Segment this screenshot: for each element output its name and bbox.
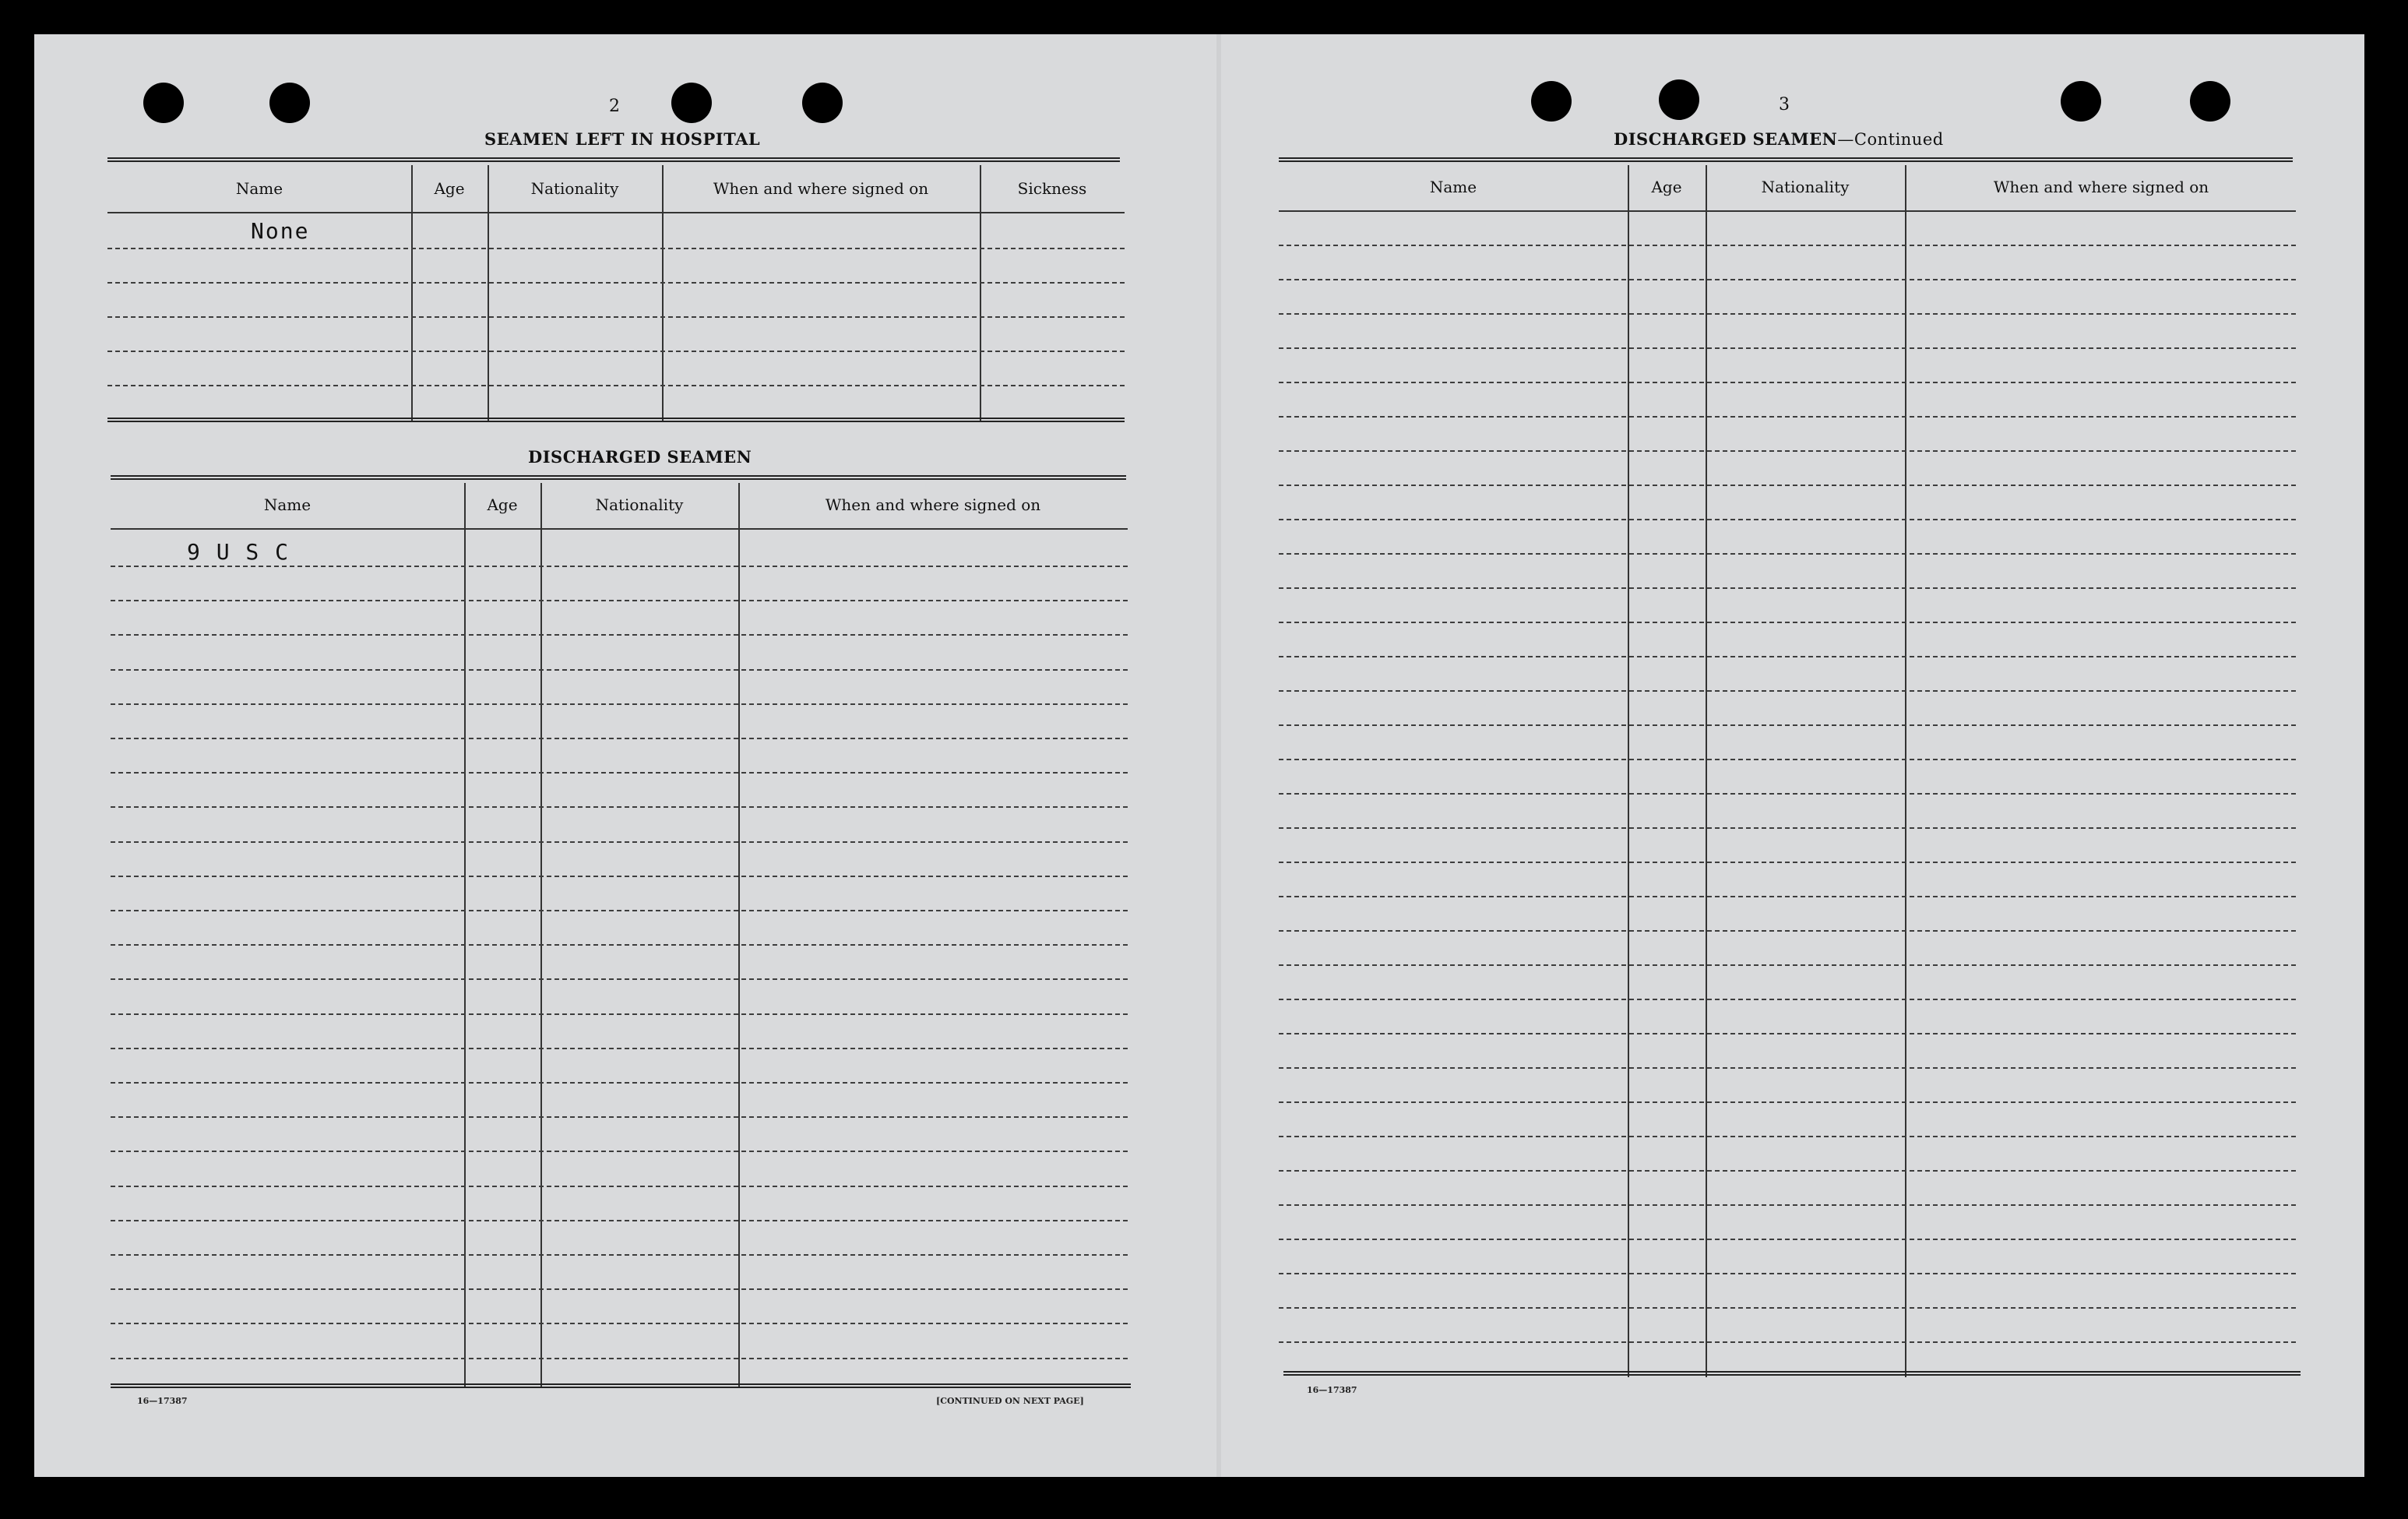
hospital-bottom-rule — [107, 418, 1125, 422]
table-row — [1279, 1273, 2296, 1274]
right-header-rule — [1279, 210, 2296, 212]
punch-hole — [2190, 81, 2230, 122]
punch-hole — [671, 83, 712, 123]
table-row — [1279, 964, 2296, 966]
table-row — [111, 772, 1128, 774]
table-row — [1279, 1204, 2296, 1206]
table-row — [1279, 1136, 2296, 1137]
punch-hole — [2061, 81, 2101, 122]
form-number: 16—17387 — [137, 1396, 188, 1406]
hospital-col-age: Age — [434, 179, 465, 198]
right-col-age: Age — [1651, 178, 1682, 196]
table-row — [107, 316, 1125, 318]
table-row — [111, 910, 1128, 911]
table-row — [111, 566, 1128, 567]
table-row — [1279, 245, 2296, 246]
table-row — [111, 1358, 1128, 1359]
table-row — [107, 248, 1125, 249]
table-row — [1279, 622, 2296, 623]
right-bottom-rule — [1283, 1371, 2301, 1376]
table-row — [1279, 862, 2296, 863]
table-row — [1279, 1170, 2296, 1172]
table-row — [107, 385, 1125, 386]
discharged-bottom-rule — [111, 1383, 1131, 1388]
table-row — [111, 1220, 1128, 1221]
table-row — [1279, 930, 2296, 932]
page-number: 2 — [609, 97, 620, 116]
table-row — [111, 1116, 1128, 1118]
hospital-col-divider — [488, 165, 489, 422]
hospital-entry-name: None — [251, 218, 310, 244]
hospital-col-divider — [662, 165, 664, 422]
table-row — [111, 1254, 1128, 1256]
discharged-col-divider — [738, 483, 740, 1387]
table-row — [1279, 690, 2296, 692]
discharged-title: DISCHARGED SEAMEN — [528, 447, 752, 467]
table-row — [111, 1288, 1128, 1290]
table-row — [111, 738, 1128, 739]
discharged-header-rule — [111, 528, 1128, 530]
table-row — [1279, 553, 2296, 555]
table-row — [107, 351, 1125, 352]
table-row — [111, 944, 1128, 946]
discharged-col-signed-on: When and where signed on — [825, 495, 1041, 514]
table-row — [1279, 347, 2296, 349]
table-row — [107, 282, 1125, 284]
hospital-title: SEAMEN LEFT IN HOSPITAL — [484, 129, 761, 149]
table-row — [1279, 1033, 2296, 1034]
punch-hole — [269, 83, 310, 123]
right-col-name: Name — [1429, 178, 1477, 196]
discharged-col-name: Name — [263, 495, 312, 514]
table-row — [1279, 1101, 2296, 1103]
table-row — [1279, 382, 2296, 383]
hospital-col-nationality: Nationality — [530, 179, 619, 198]
discharged-col-age: Age — [487, 495, 518, 514]
scanned-document — [34, 34, 2364, 1477]
continued-note: [CONTINUED ON NEXT PAGE] — [936, 1396, 1084, 1406]
discharged-continued-title — [1614, 129, 1944, 149]
table-row — [111, 669, 1128, 671]
table-row — [111, 1186, 1128, 1187]
hospital-col-divider — [980, 165, 981, 422]
punch-hole — [143, 83, 184, 123]
table-row — [111, 703, 1128, 705]
title-suffix: —Continued — [1837, 130, 1944, 149]
table-row — [1279, 485, 2296, 486]
table-row — [1279, 1239, 2296, 1240]
table-row — [1279, 724, 2296, 726]
table-row — [1279, 1341, 2296, 1343]
right-col-nationality: Nationality — [1761, 178, 1850, 196]
table-row — [111, 1151, 1128, 1152]
table-row — [1279, 1067, 2296, 1069]
table-row — [111, 876, 1128, 877]
hospital-header-rule — [107, 212, 1125, 213]
table-row — [111, 978, 1128, 980]
punch-hole — [1531, 81, 1572, 122]
table-row — [111, 634, 1128, 636]
page-number: 3 — [1779, 95, 1790, 115]
table-row — [111, 1082, 1128, 1084]
table-row — [111, 806, 1128, 808]
table-row — [1279, 656, 2296, 657]
table-row — [1279, 827, 2296, 829]
table-row — [111, 600, 1128, 601]
right-top-rule — [1279, 157, 2293, 162]
table-row — [111, 841, 1128, 843]
hospital-col-sickness: Sickness — [1017, 179, 1087, 198]
right-col-signed-on: When and where signed on — [1993, 178, 2209, 196]
form-number: 16—17387 — [1307, 1385, 1357, 1395]
discharged-col-nationality: Nationality — [595, 495, 684, 514]
table-row — [111, 1013, 1128, 1015]
discharged-top-rule — [111, 475, 1126, 480]
table-row — [1279, 587, 2296, 589]
table-row — [1279, 759, 2296, 760]
hospital-top-rule — [107, 157, 1120, 162]
page-fold — [1216, 34, 1221, 1477]
table-row — [1279, 896, 2296, 897]
table-row — [1279, 416, 2296, 418]
punch-hole — [1659, 79, 1699, 120]
table-row — [1279, 450, 2296, 452]
table-row — [1279, 519, 2296, 520]
table-row — [1279, 999, 2296, 1000]
title-main: DISCHARGED SEAMEN — [1614, 129, 1838, 149]
discharged-col-divider — [464, 483, 466, 1387]
hospital-col-signed-on: When and where signed on — [713, 179, 929, 198]
table-row — [1279, 1307, 2296, 1309]
table-row — [1279, 313, 2296, 315]
punch-hole — [802, 83, 843, 123]
table-row — [111, 1323, 1128, 1324]
table-row — [1279, 793, 2296, 795]
hospital-col-name: Name — [235, 179, 283, 198]
discharged-col-divider — [540, 483, 542, 1387]
discharged-entry-name: 9 U S C — [187, 539, 290, 565]
table-row — [111, 1048, 1128, 1049]
hospital-col-divider — [411, 165, 413, 422]
table-row — [1279, 279, 2296, 280]
